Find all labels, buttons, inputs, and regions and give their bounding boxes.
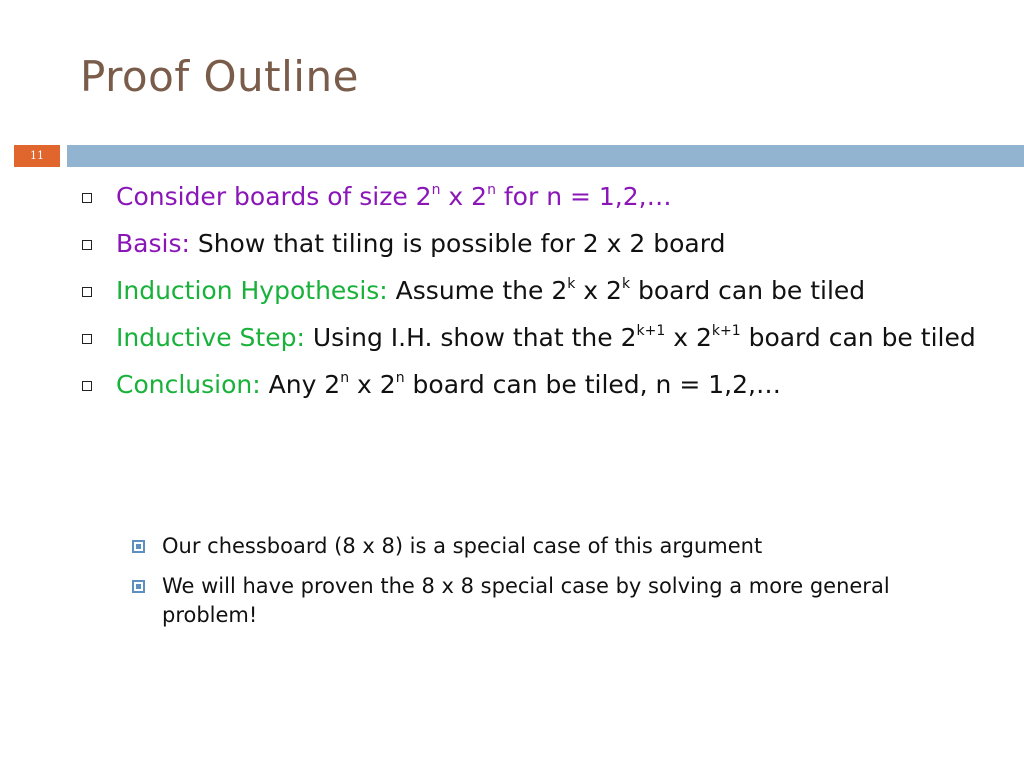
bullet-basis	[80, 227, 980, 261]
bullet-text: Using I.H. show that the 2	[304, 323, 637, 352]
filled-square-bullet-icon	[132, 580, 145, 593]
slide-number: 11	[14, 145, 60, 167]
inductive-step-label: Inductive Step:	[116, 323, 305, 352]
bullet-text: for n = 1,2,…	[495, 182, 672, 211]
superscript: k	[621, 275, 631, 292]
square-bullet-icon	[82, 193, 92, 203]
sub-bullet-text: Our chessboard (8 x 8) is a special case of this argument	[162, 534, 763, 558]
induction-hypothesis-label: Induction Hypothesis:	[116, 276, 388, 305]
superscript: n	[431, 181, 441, 198]
superscript: k+1	[636, 322, 666, 339]
sub-bullet-general-problem	[128, 572, 948, 630]
accent-bar	[0, 145, 1024, 167]
slide-title: Proof Outline	[80, 52, 359, 101]
bullet-inductive-step	[80, 321, 980, 355]
sub-bullet-list	[128, 532, 948, 641]
bullet-text: x 2	[349, 370, 396, 399]
bullet-conclusion	[80, 368, 980, 402]
superscript: k+1	[711, 322, 741, 339]
square-bullet-icon	[82, 240, 92, 250]
square-bullet-icon	[82, 334, 92, 344]
bullet-text: board can be tiled	[740, 323, 976, 352]
superscript: n	[340, 369, 350, 386]
bullet-text: Assume the 2	[387, 276, 568, 305]
conclusion-label: Conclusion:	[116, 370, 261, 399]
bullet-text: Consider boards of size 2	[116, 182, 432, 211]
square-bullet-icon	[82, 287, 92, 297]
sub-bullet-chessboard	[128, 532, 948, 561]
superscript: k	[567, 275, 576, 292]
sub-bullet-text: We will have proven the 8 x 8 special case by solving a more general problem!	[162, 574, 890, 627]
bullet-text: x 2	[575, 276, 622, 305]
filled-square-bullet-icon	[132, 540, 145, 553]
bullet-list	[80, 180, 980, 415]
bullet-text: x 2	[440, 182, 488, 211]
superscript: n	[487, 181, 496, 198]
bullet-text: x 2	[665, 323, 712, 352]
bullet-induction-hypothesis	[80, 274, 980, 308]
superscript: n	[395, 369, 405, 386]
accent-strip	[67, 145, 1024, 167]
bullet-text: Any 2	[260, 370, 341, 399]
bullet-text: board can be tiled, n = 1,2,…	[404, 370, 781, 399]
square-bullet-icon	[82, 381, 92, 391]
bullet-text: board can be tiled	[630, 276, 866, 305]
basis-label: Basis:	[116, 229, 190, 258]
bullet-board-sizes	[80, 180, 980, 214]
bullet-text: Show that tiling is possible for 2 x 2 board	[189, 229, 726, 258]
